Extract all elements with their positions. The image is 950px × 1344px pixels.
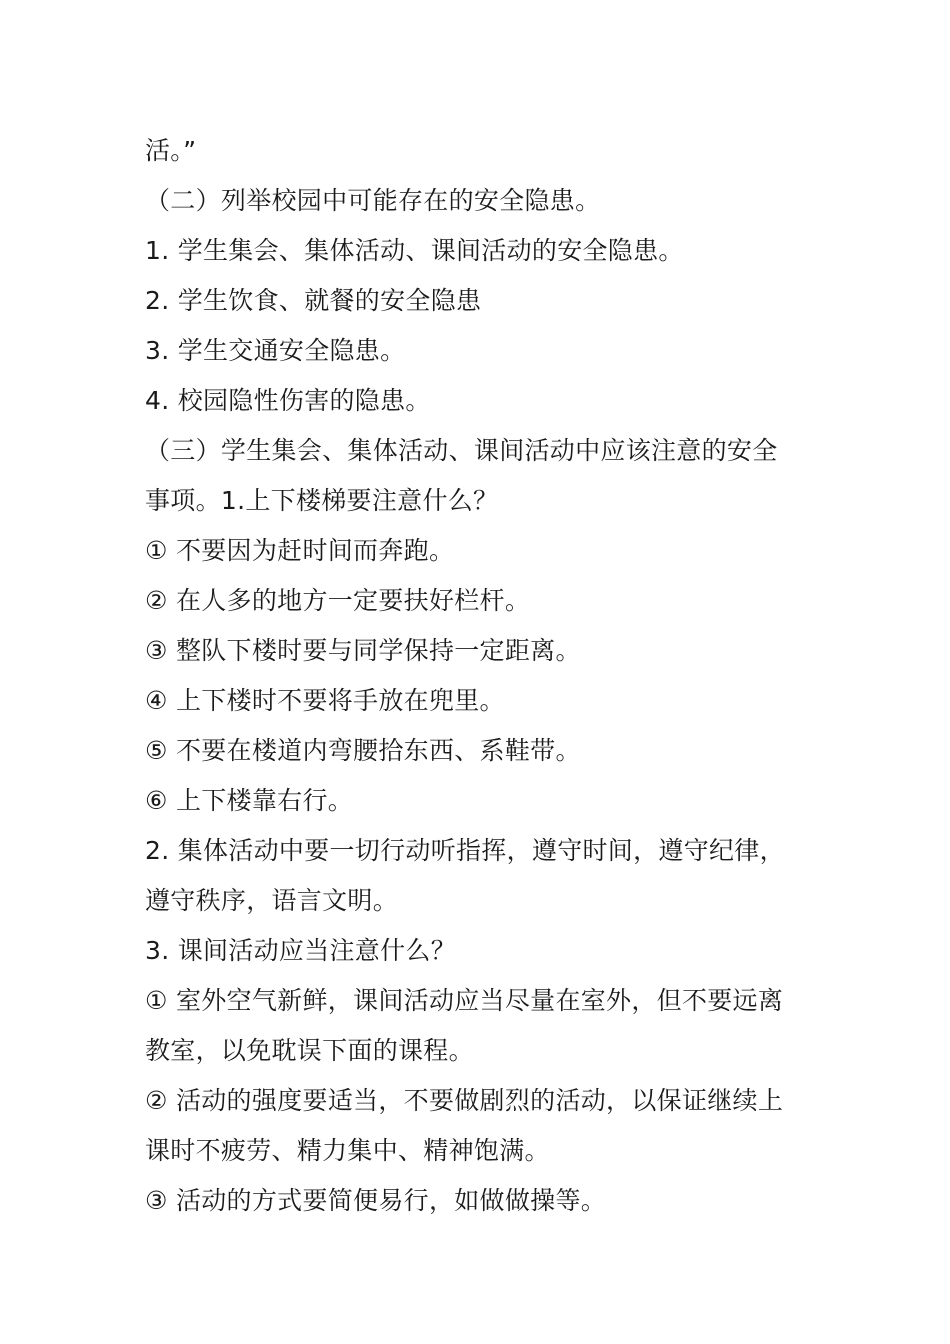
section-heading: （二）列举校园中可能存在的安全隐患。 bbox=[145, 186, 601, 215]
list-item: ① 室外空气新鲜，课间活动应当尽量在室外，但不要远离 bbox=[145, 986, 784, 1015]
text-line: 遵守秩序，语言文明。 bbox=[145, 886, 399, 915]
list-item: 1. 学生集会、集体活动、课间活动的安全隐患。 bbox=[145, 236, 684, 265]
list-item: ③ 整队下楼时要与同学保持一定距离。 bbox=[145, 636, 581, 665]
list-item: ④ 上下楼时不要将手放在兜里。 bbox=[145, 686, 505, 715]
list-item: ① 不要因为赶时间而奔跑。 bbox=[145, 536, 455, 565]
list-item: ② 在人多的地方一定要扶好栏杆。 bbox=[145, 586, 531, 615]
list-item: ③ 活动的方式要简便易行，如做做操等。 bbox=[145, 1186, 607, 1215]
list-item: 3. 课间活动应当注意什么？ bbox=[145, 936, 457, 965]
section-heading: （三）学生集会、集体活动、课间活动中应该注意的安全 bbox=[145, 436, 778, 465]
list-item: ⑤ 不要在楼道内弯腰拾东西、系鞋带。 bbox=[145, 736, 581, 765]
list-item: 2. 学生饮食、就餐的安全隐患 bbox=[145, 286, 482, 315]
list-item: ② 活动的强度要适当，不要做剧烈的活动，以保证继续上 bbox=[145, 1086, 784, 1115]
list-item: 2. 集体活动中要一切行动听指挥，遵守时间，遵守纪律， bbox=[145, 836, 785, 865]
list-item: 3. 学生交通安全隐患。 bbox=[145, 336, 406, 365]
text-line: 课时不疲劳、精力集中、精神饱满。 bbox=[145, 1136, 550, 1165]
list-item: 4. 校园隐性伤害的隐患。 bbox=[145, 386, 431, 415]
text-line: 教室，以免耽误下面的课程。 bbox=[145, 1036, 474, 1065]
text-line: 事项。1.上下楼梯要注意什么？ bbox=[145, 486, 499, 515]
text-line: 活。” bbox=[145, 136, 197, 165]
list-item: ⑥ 上下楼靠右行。 bbox=[145, 786, 354, 815]
document-body bbox=[145, 126, 810, 1226]
